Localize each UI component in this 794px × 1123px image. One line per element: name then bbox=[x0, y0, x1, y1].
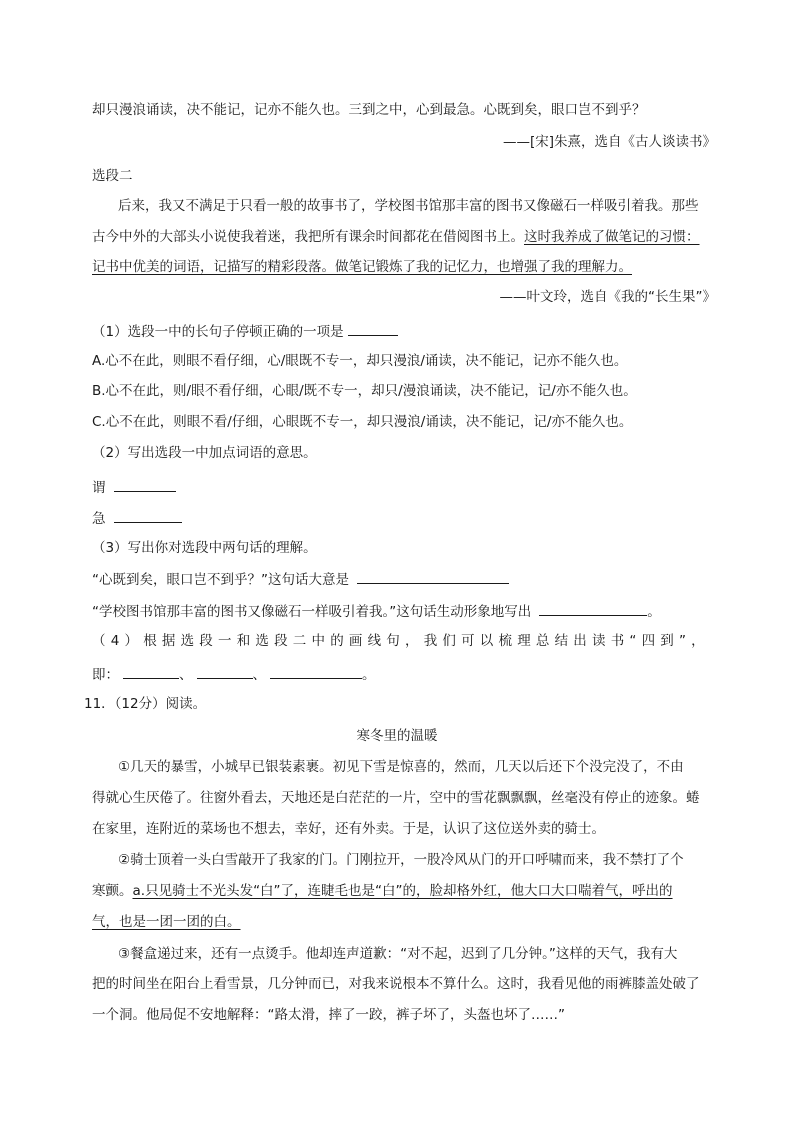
paragraph-1-line2: 得就心生厌倦了。往窗外看去，天地还是白茫茫的一片，空中的雪花飘飘飘，丝毫没有停止的迹象。蜷 bbox=[92, 790, 700, 806]
passage2-text: 古今中外的大部头小说使我着迷，我把所有课余时间都花在借阅图书上。 bbox=[92, 229, 524, 245]
punctuation: 。 bbox=[647, 604, 661, 620]
question-text: （1）选段一中的长句子停顿正确的一项是 bbox=[92, 324, 344, 340]
punctuation: 。 bbox=[362, 667, 376, 683]
answer-blank[interactable] bbox=[357, 568, 509, 584]
question-2-stem: （2）写出选段一中加点词语的意思。 bbox=[92, 445, 317, 461]
answer-blank[interactable] bbox=[348, 320, 398, 336]
paragraph-1-line1: ①几天的暴雪，小城早已银装素裹。初见下雪是惊喜的，然而，几天以后还下个没完没了，不由 bbox=[118, 759, 684, 775]
underlined-sentence: 这时我养成了做笔记的习惯： bbox=[524, 229, 700, 245]
paragraph-1-line3: 在家里，连附近的菜场也不想去，幸好，还有外卖。于是，认识了这位送外卖的骑士。 bbox=[92, 821, 605, 837]
source-citation-2: ——叶文玲，选自《我的“长生果”》 bbox=[499, 289, 716, 305]
answer-blank[interactable] bbox=[114, 476, 176, 492]
question-4-line1: （4）根据选段一和选段二中的画线句，我们可以梳理总结出读书“四到”， bbox=[92, 633, 710, 649]
option-c: C.心不在此，则眼不看/仔细，心眼既不专一，却只漫浪/诵读，决不能记，记/亦不能久也。 bbox=[92, 414, 633, 430]
answer-blank[interactable] bbox=[270, 663, 362, 679]
question-11-header: 11．（12分）阅读。 bbox=[84, 696, 207, 712]
question-4-line2 bbox=[92, 663, 376, 685]
passage1-ending: 却只漫浪诵读，决不能记，记亦不能久也。三到之中，心到最急。心既到矣，眼口岂不到乎？ bbox=[92, 102, 646, 118]
source-citation-1: ——[宋]朱熹，选自《古人谈读书》 bbox=[502, 134, 716, 150]
paragraph-text: 寒颤。 bbox=[92, 883, 133, 899]
question-2-item-2 bbox=[92, 507, 182, 529]
question-2-item-1 bbox=[92, 476, 176, 498]
paragraph-2-line1: ②骑士顶着一头白雪敲开了我家的门。门刚拉开，一股冷风从门的开口呼啸而来，我不禁打了个 bbox=[118, 852, 684, 868]
question-1-stem bbox=[92, 320, 398, 342]
separator: 、 bbox=[179, 667, 193, 683]
paragraph-2-line2 bbox=[92, 881, 673, 901]
question-text: “学校图书馆那丰富的图书又像磁石一样吸引着我。”这句话生动形象地写出 bbox=[92, 604, 532, 620]
underlined-sentence: a.只见骑士不光头发“白”了，连睫毛也是“白”的，脸却格外红，他大口大口喘着气，呼出的 bbox=[132, 883, 673, 899]
section2-label: 选段二 bbox=[92, 168, 133, 184]
passage2-line2 bbox=[92, 227, 700, 247]
article-title: 寒冬里的温暖 bbox=[356, 728, 438, 744]
question-3-item-1 bbox=[92, 568, 509, 590]
question-3-item-2 bbox=[92, 600, 661, 622]
answer-blank[interactable] bbox=[197, 663, 253, 679]
paragraph-3-line1: ③餐盒递过来，还有一点烫手。他却连声道歉：“对不起，迟到了几分钟。”这样的天气，我有大 bbox=[118, 946, 678, 962]
option-a: A.心不在此，则眼不看仔细，心/眼既不专一，却只漫浪/诵读，决不能记，记亦不能久也。 bbox=[92, 353, 628, 369]
answer-blank[interactable] bbox=[539, 600, 647, 616]
passage2-line1: 后来，我又不满足于只看一般的故事书了，学校图书馆那丰富的图书又像磁石一样吸引着我。那些 bbox=[118, 198, 699, 214]
separator: 、 bbox=[252, 667, 266, 683]
prefix: 即： bbox=[92, 667, 119, 683]
word-label: 谓 bbox=[92, 480, 106, 496]
paragraph-3-line2: 把的时间坐在阳台上看雪景，几分钟而已，对我来说根本不算什么。这时，我看见他的雨裤膝盖处破了 bbox=[92, 976, 700, 992]
answer-blank[interactable] bbox=[114, 507, 182, 523]
word-label: 急 bbox=[92, 511, 106, 527]
question-text: “心既到矣，眼口岂不到乎？”这句话大意是 bbox=[92, 572, 349, 588]
paragraph-3-line3: 一个洞。他局促不安地解释：“路太滑，摔了一跤，裤子坏了，头盔也坏了……” bbox=[92, 1007, 565, 1023]
paragraph-2-line3: 气，也是一团一团的白。 bbox=[92, 914, 241, 930]
passage2-line3: 记书中优美的词语，记描写的精彩段落。做笔记锻炼了我的记忆力，也增强了我的理解力。 bbox=[92, 259, 632, 275]
option-b: B.心不在此，则/眼不看仔细，心眼/既不专一，却只/漫浪诵读，决不能记，记/亦不能久也。 bbox=[92, 383, 637, 399]
answer-blank[interactable] bbox=[123, 663, 179, 679]
question-3-stem: （3）写出你对选段中两句话的理解。 bbox=[92, 540, 317, 556]
